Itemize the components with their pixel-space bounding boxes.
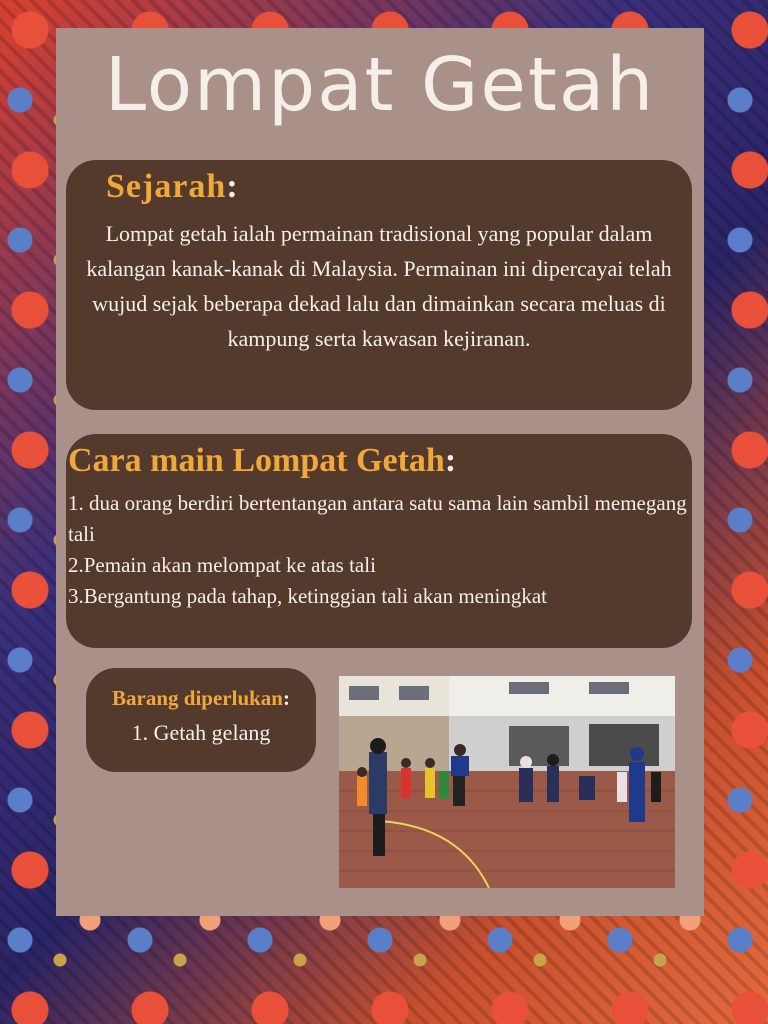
sejarah-heading bbox=[106, 168, 239, 206]
cara-main-heading-colon: : bbox=[444, 442, 457, 479]
cara-main-heading bbox=[68, 442, 456, 480]
step-item: 1. dua orang berdiri bertentangan antara satu sama lain sambil memegang tali bbox=[68, 491, 687, 546]
sejarah-heading-colon: : bbox=[226, 168, 239, 205]
cara-main-card bbox=[66, 434, 692, 648]
cara-main-heading-text: Cara main Lompat Getah bbox=[68, 442, 445, 479]
step-item: 3.Bergantung pada tahap, ketinggian tali akan meningkat bbox=[68, 584, 547, 608]
game-photo-illustration bbox=[339, 676, 675, 888]
barang-heading bbox=[86, 686, 316, 711]
page-title: Lompat Getah bbox=[104, 42, 656, 128]
sejarah-body-text: Lompat getah ialah permainan tradisional yang popular dalam kalangan kanak-kanak di Malaysia. Permainan ini dipercayai telah wujud sejak beberapa dekad lalu dan dimainkan secara meluas di kampung serta kawasan kejiranan. bbox=[86, 221, 672, 351]
barang-item: 1. Getah gelang bbox=[131, 720, 271, 745]
game-photo bbox=[339, 676, 675, 888]
cara-main-steps bbox=[68, 488, 688, 612]
sejarah-heading-text: Sejarah bbox=[106, 168, 227, 205]
poster-panel bbox=[56, 28, 704, 916]
step-item: 2.Pemain akan melompat ke atas tali bbox=[68, 553, 376, 577]
barang-heading-text: Barang diperlukan bbox=[112, 686, 283, 710]
barang-heading-colon: : bbox=[282, 686, 290, 710]
sejarah-card bbox=[66, 160, 692, 410]
barang-card bbox=[86, 668, 316, 772]
